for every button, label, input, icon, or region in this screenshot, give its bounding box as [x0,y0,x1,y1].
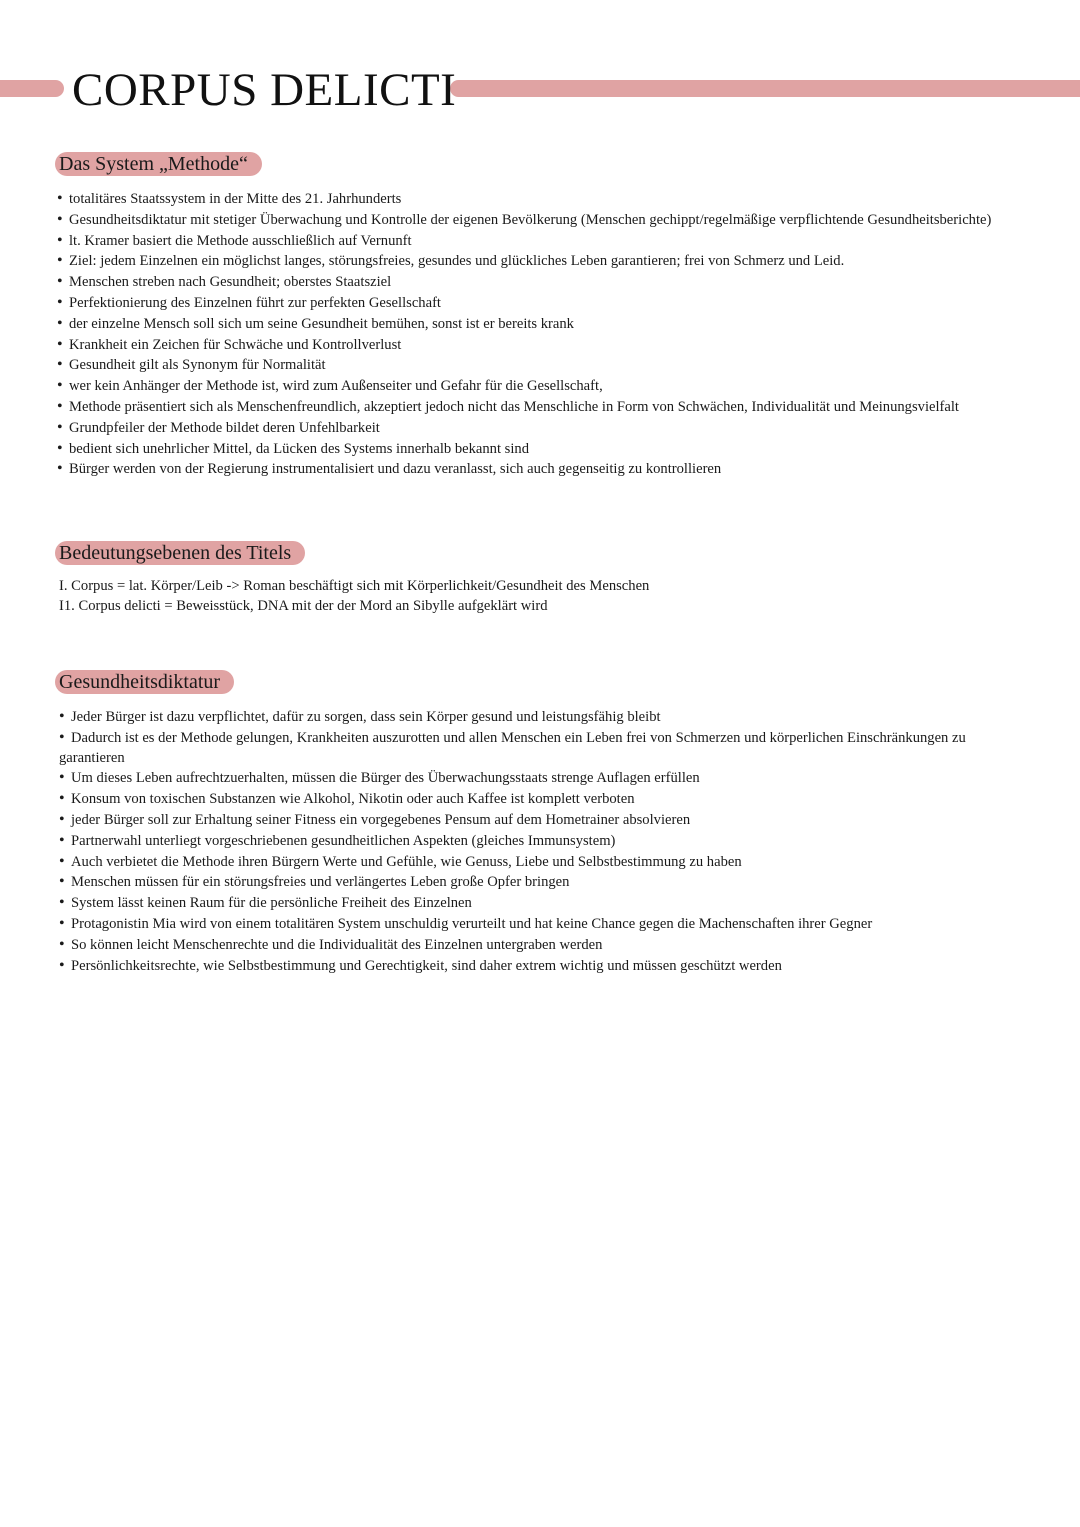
list-item: • wer kein Anhänger der Methode ist, wird zum Außenseiter und Gefahr für die Gesellschaft, [57,376,1015,397]
meaning-list [59,577,1015,617]
list-item: • Um dieses Leben aufrechtzuerhalten, müssen die Bürger des Überwachungsstaats strenge Auflagen erfüllen [59,768,1015,789]
bullet-list [59,707,1015,976]
list-item: • lt. Kramer basiert die Methode ausschließlich auf Vernunft [57,231,1015,252]
list-item: • System lässt keinen Raum für die persönliche Freiheit des Einzelnen [59,893,1015,914]
list-item: • Jeder Bürger ist dazu verpflichtet, dafür zu sorgen, dass sein Körper gesund und leistungsfähig bleibt [59,707,1015,728]
list-item: • Partnerwahl unterliegt vorgeschriebenen gesundheitlichen Aspekten (gleiches Immunsystem) [59,831,1015,852]
list-item: • Auch verbietet die Methode ihren Bürgern Werte und Gefühle, wie Genuss, Liebe und Selbstbestimmung zu haben [59,852,1015,873]
document-title: CORPUS DELICTI [72,64,457,116]
title-decoration-right [450,80,1080,97]
section-heading: Bedeutungsebenen des Titels [55,541,305,565]
list-item: • Konsum von toxischen Substanzen wie Alkohol, Nikotin oder auch Kaffee ist komplett verboten [59,789,1015,810]
list-item: • jeder Bürger soll zur Erhaltung seiner Fitness ein vorgegebenes Pensum auf dem Hometrainer absolvieren [59,810,1015,831]
list-item: • Ziel: jedem Einzelnen ein möglichst langes, störungsfreies, gesundes und glückliches Leben garantieren; frei von Schmerz und Leid. [57,251,1015,272]
list-item: • Perfektionierung des Einzelnen führt zur perfekten Gesellschaft [57,293,1015,314]
list-item: • bedient sich unehrlicher Mittel, da Lücken des Systems innerhalb bekannt sind [57,439,1015,460]
list-item: • Menschen müssen für ein störungsfreies und verlängertes Leben große Opfer bringen [59,872,1015,893]
list-item: • Krankheit ein Zeichen für Schwäche und Kontrollverlust [57,335,1015,356]
section-title-meanings [55,541,1015,617]
meaning-line: I1. Corpus delicti = Beweisstück, DNA mit der der Mord an Sibylle aufgeklärt wird [59,597,548,614]
list-item: • Gesundheitsdiktatur mit stetiger Überwachung und Kontrolle der eigenen Bevölkerung (Menschen gechippt/regelmäßige verpflichtende Gesundheitsberichte) [57,210,1015,231]
section-gesundheitsdiktatur [55,670,1015,976]
list-item: • Menschen streben nach Gesundheit; oberstes Staatsziel [57,272,1015,293]
list-item: • totalitäres Staatssystem in der Mitte des 21. Jahrhunderts [57,189,1015,210]
list-item: • Methode präsentiert sich als Menschenfreundlich, akzeptiert jedoch nicht das Menschliche in Form von Schwächen, Individualität und Meinungsvielfalt [57,397,1015,418]
list-item: • So können leicht Menschenrechte und die Individualität des Einzelnen untergraben werden [59,935,1015,956]
list-item: • Protagonistin Mia wird von einem totalitären System unschuldig verurteilt und hat keine Chance gegen die Machenschaften ihrer Gegner [59,914,1015,935]
list-item: • Grundpfeiler der Methode bildet deren Unfehlbarkeit [57,418,1015,439]
meaning-line: I. Corpus = lat. Körper/Leib -> Roman beschäftigt sich mit Körperlichkeit/Gesundheit des Menschen [59,578,650,594]
list-item: • Gesundheit gilt als Synonym für Normalität [57,355,1015,376]
title-decoration-left [0,80,64,97]
list-item: • der einzelne Mensch soll sich um seine Gesundheit bemühen, sonst ist er bereits krank [57,314,1015,335]
bullet-list [57,189,1015,480]
section-heading: Gesundheitsdiktatur [55,670,234,694]
section-heading: Das System „Methode“ [55,152,262,176]
list-item: • Dadurch ist es der Methode gelungen, Krankheiten auszurotten und allen Menschen ein Leben frei von Schmerzen und körperlichen Einschränkungen zu garantieren [59,728,1015,769]
section-system-methode [55,152,1015,480]
list-item: • Bürger werden von der Regierung instrumentalisiert und dazu veranlasst, sich auch gegenseitig zu kontrollieren [57,459,1015,480]
list-item: • Persönlichkeitsrechte, wie Selbstbestimmung und Gerechtigkeit, sind daher extrem wichtig und müssen geschützt werden [59,956,1015,977]
